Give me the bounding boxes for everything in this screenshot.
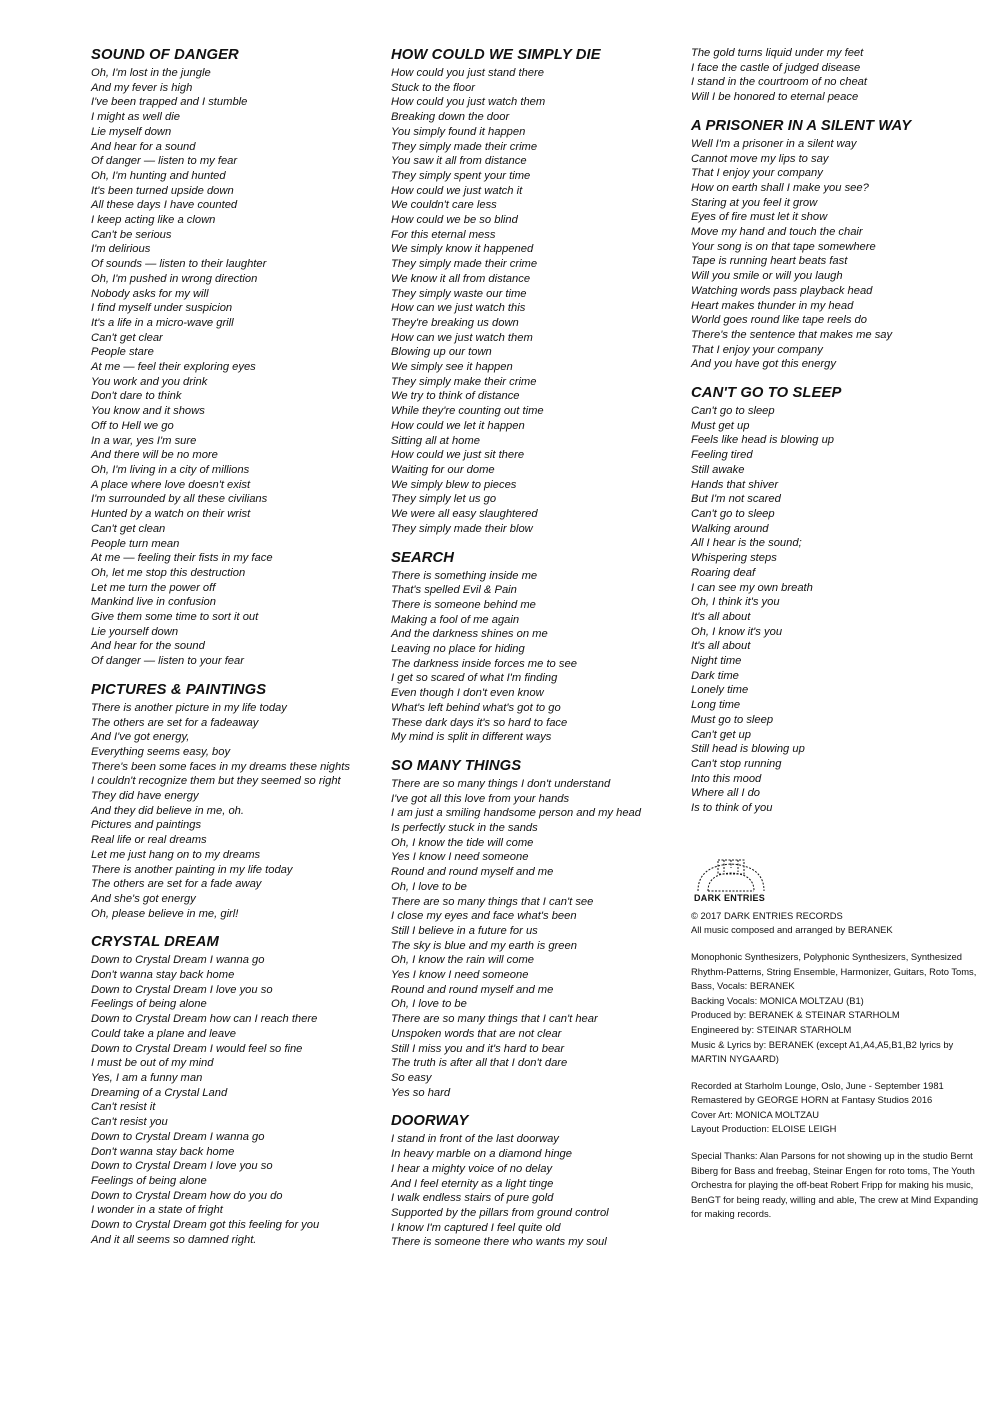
- song-title: SOUND OF DANGER: [91, 47, 239, 63]
- lyric-line: How could we just watch it: [391, 184, 523, 197]
- lyric-line: They simply made their crime: [391, 140, 538, 153]
- lyric-line: Down to Crystal Dream how do you do: [91, 1189, 283, 1202]
- lyric-line: There are so many things that I can't see: [391, 895, 594, 908]
- dark-entries-label: DARK ENTRIES: [694, 892, 766, 903]
- lyric-line: World goes round like tape reels do: [691, 314, 867, 327]
- lyric-line: Lonely time: [691, 684, 749, 697]
- lyric-line: Heart makes thunder in my head: [691, 299, 854, 312]
- lyric-line: How could you just stand there: [391, 67, 544, 79]
- lyric-line: Feelings of being alone: [91, 1174, 207, 1187]
- lyric-line: I couldn't recognize them but they seemed so right: [91, 775, 341, 788]
- lyric-line: I've been trapped and I stumble: [91, 96, 248, 109]
- credit-line: Music & Lyrics by: BERANEK (except A1,A4,A5,B1,B2 lyrics by MARTIN NYGAARD): [691, 1038, 954, 1065]
- lyric-line: I'm delirious: [91, 243, 151, 256]
- lyric-line: The truth is after all that I don't dare: [391, 1057, 568, 1070]
- lyric-line: Unspoken words that are not clear: [391, 1027, 562, 1040]
- lyric-line: Can't get clear: [91, 331, 163, 344]
- lyric-line: It's all about: [691, 640, 751, 653]
- lyric-line: Stuck to the floor: [391, 81, 475, 94]
- lyric-line: Can't resist it: [91, 1101, 156, 1114]
- lyric-line: I stand in front of the last doorway: [391, 1133, 559, 1146]
- lyric-line: So easy: [391, 1072, 432, 1084]
- lyric-line: Feelings of being alone: [91, 998, 207, 1011]
- lyric-line: It's a life in a micro-wave grill: [91, 316, 234, 329]
- lyric-line: Must go to sleep: [691, 713, 774, 726]
- lyric-line: Down to Crystal Dream I wanna go: [91, 1130, 265, 1143]
- lyric-line: There's the sentence that makes me say: [691, 328, 893, 341]
- lyric-line: I've got all this love from your hands: [391, 792, 570, 805]
- lyric-line: For this eternal mess: [391, 228, 496, 241]
- lyric-line: People turn mean: [91, 537, 180, 550]
- lyric-line: The gold turns liquid under my feet: [691, 47, 864, 59]
- lyric-line: Night time: [691, 655, 742, 668]
- lyric-line: Yes I know I need someone: [391, 969, 529, 982]
- lyric-line: They simply made their blow: [391, 522, 533, 535]
- lyric-line: That I enjoy your company: [691, 167, 823, 180]
- credits-group: [691, 1079, 991, 1137]
- song-section: [691, 384, 991, 816]
- lyric-line: Still I believe in a future for us: [391, 924, 538, 937]
- credits-block: [691, 909, 991, 1222]
- lyric-line: Feeling tired: [691, 449, 753, 462]
- lyric-line: Down to Crystal Dream I would feel so fine: [91, 1042, 303, 1055]
- lyric-line: I walk endless stairs of pure gold: [391, 1192, 554, 1205]
- song-section: [391, 46, 681, 537]
- lyric-line: Oh, I know the rain will come: [391, 954, 535, 967]
- lyric-line: Oh, I love to be: [391, 998, 467, 1011]
- song-section: [691, 117, 991, 372]
- lyric-line: A place where love doesn't exist: [91, 478, 251, 491]
- song-title: PICTURES & PAINTINGS: [91, 681, 267, 698]
- lyric-line: We couldn't care less: [391, 199, 497, 212]
- lyric-line: Long time: [691, 699, 741, 712]
- lyric-line: We simply know it happened: [391, 243, 534, 256]
- lyric-line: It's all about: [691, 610, 751, 623]
- lyric-line: Give them some time to sort it out: [91, 611, 259, 624]
- lyric-line: Yes, I am a funny man: [91, 1072, 203, 1084]
- lyric-line: Your song is on that tape somewhere: [691, 240, 876, 253]
- lyric-line: It's been turned upside down: [91, 184, 234, 197]
- lyric-line: Can't resist you: [91, 1116, 168, 1129]
- song-title: DOORWAY: [391, 1113, 469, 1130]
- lyric-line: Lie myself down: [91, 125, 172, 138]
- lyric-line: Can't go to sleep: [691, 405, 775, 418]
- lyric-line: In heavy marble on a diamond hinge: [391, 1148, 572, 1161]
- lyric-line: You work and you drink: [91, 375, 208, 388]
- song-title: CAN'T GO TO SLEEP: [691, 385, 842, 402]
- lyric-line: These dark days it's so hard to face: [391, 716, 568, 729]
- lyric-line: Don't wanna stay back home: [91, 1145, 235, 1158]
- lyric-line: Could take a plane and leave: [91, 1027, 236, 1040]
- lyric-line: Leaving no place for hiding: [391, 643, 525, 656]
- lyric-line: Feels like head is blowing up: [691, 434, 835, 447]
- lyric-line: They simply make their crime: [391, 375, 537, 388]
- lyric-line: Can't get up: [691, 728, 751, 741]
- lyric-line: Walking around: [691, 522, 769, 535]
- song-section: [691, 46, 991, 105]
- credit-line: All music composed and arranged by BERANEK: [691, 924, 893, 936]
- song-title: A PRISONER IN A SILENT WAY: [691, 117, 912, 134]
- lyric-line: Oh, I'm pushed in wrong direction: [91, 272, 258, 285]
- lyric-line: They simply spent your time: [391, 169, 531, 182]
- lyric-line: Pictures and paintings: [91, 819, 202, 832]
- lyric-line: I face the castle of judged disease: [691, 61, 861, 74]
- lyric-line: How could you just watch them: [391, 96, 546, 109]
- lyric-line: Breaking down the door: [391, 111, 510, 124]
- credit-line: Produced by: BERANEK & STEINAR STARHOLM: [691, 1009, 900, 1021]
- lyric-line: That I enjoy your company: [691, 343, 823, 356]
- credit-line: Remastered by GEORGE HORN at Fantasy Studios 2016: [691, 1094, 933, 1106]
- lyric-line: And it all seems so damned right.: [91, 1233, 257, 1246]
- lyric-line: Will you smile or will you laugh: [691, 270, 843, 283]
- lyric-line: Hunted by a watch on their wrist: [91, 508, 251, 521]
- lyric-line: I know I'm captured I feel quite old: [391, 1221, 561, 1234]
- credit-line: Engineered by: STEINAR STARHOLM: [691, 1023, 852, 1035]
- lyric-line: How could we let it happen: [391, 419, 525, 432]
- song-title: SEARCH: [391, 549, 455, 566]
- lyric-line: Hands that shiver: [691, 478, 779, 491]
- lyric-line: Roaring deaf: [691, 566, 756, 579]
- lyric-line: There is another picture in my life today: [91, 701, 287, 714]
- credits-group: [691, 950, 991, 1067]
- dark-entries-logo-icon: [694, 858, 768, 892]
- lyric-line: We simply see it happen: [391, 361, 513, 374]
- song-title: HOW COULD WE SIMPLY DIE: [391, 47, 601, 63]
- lyric-line: Mankind live in confusion: [91, 596, 216, 609]
- lyric-line: The sky is blue and my earth is green: [391, 939, 577, 952]
- lyric-line: Is to think of you: [691, 802, 773, 815]
- lyric-line: Off to Hell we go: [91, 419, 174, 432]
- lyric-line: Yes so hard: [391, 1086, 451, 1099]
- lyric-line: Round and round myself and me: [391, 866, 554, 879]
- lyric-line: Oh, let me stop this destruction: [91, 566, 246, 579]
- lyric-line: All I hear is the sound;: [691, 537, 802, 550]
- credits-group: [691, 1149, 991, 1222]
- lyric-line: They simply made their crime: [391, 258, 538, 271]
- lyric-line: Oh, I know the tide will come: [391, 836, 534, 849]
- lyric-line: Down to Crystal Dream I love you so: [91, 1160, 273, 1173]
- lyric-line: Dark time: [691, 669, 739, 682]
- lyrics-column-1: [91, 46, 381, 1259]
- lyric-line: Oh, please believe in me, girl!: [91, 907, 239, 920]
- lyric-line: The others are set for a fadeaway: [91, 716, 259, 729]
- lyric-line: Of sounds — listen to their laughter: [91, 258, 267, 271]
- lyric-line: There is someone behind me: [391, 598, 536, 611]
- lyric-line: How could we be so blind: [391, 214, 518, 227]
- credit-line: Backing Vocals: MONICA MOLTZAU (B1): [691, 994, 864, 1006]
- lyric-line: I keep acting like a clown: [91, 214, 216, 227]
- lyric-line: And they did believe in me, oh.: [91, 804, 244, 817]
- lyric-line: There is another painting in my life today: [91, 863, 293, 876]
- lyric-line: You know and it shows: [91, 405, 205, 418]
- lyric-line: I close my eyes and face what's been: [391, 910, 577, 923]
- lyric-line: Watching words pass playback head: [691, 284, 873, 297]
- lyric-line: We know it all from distance: [391, 272, 531, 285]
- lyric-line: Oh, I'm living in a city of millions: [91, 463, 250, 476]
- song-title: CRYSTAL DREAM: [91, 934, 219, 951]
- lyric-line: I must be out of my mind: [91, 1057, 214, 1070]
- lyric-line: They're breaking us down: [391, 316, 519, 329]
- lyric-line: Still awake: [691, 463, 745, 476]
- lyric-line: Can't stop running: [691, 757, 782, 770]
- lyric-line: And I've got energy,: [91, 731, 190, 744]
- lyric-line: But I'm not scared: [691, 493, 781, 506]
- lyric-line: And the darkness shines on me: [391, 628, 548, 641]
- credit-line: Special Thanks: Alan Parsons for not showing up in the studio Bernt Biberg for Bass and freebag, Steinar Engen for roto toms, The Youth Orchestra for playing the off-beat Robert Fripp for making his music, BenGT for being ready, willing and able, The crew at Mind Expanding for making records.: [691, 1150, 979, 1220]
- lyric-line: Let me turn the power off: [91, 581, 216, 594]
- lyric-line: How on earth shall I make you see?: [691, 181, 869, 194]
- song-section: [391, 1112, 681, 1250]
- lyric-line: Of danger — listen to your fear: [91, 655, 244, 668]
- song-section: [91, 933, 381, 1247]
- lyric-line: There's been some faces in my dreams these nights: [91, 760, 350, 773]
- lyric-line: Down to Crystal Dream how can I reach there: [91, 1013, 318, 1026]
- lyric-line: Yes I know I need someone: [391, 851, 529, 864]
- lyric-line: Tape is running heart beats fast: [691, 255, 848, 268]
- lyric-line: Will I be honored to eternal peace: [691, 91, 859, 104]
- lyric-line: All these days I have counted: [91, 199, 238, 212]
- credit-line: Layout Production: ELOISE LEIGH: [691, 1123, 837, 1135]
- lyric-line: We try to think of distance: [391, 390, 520, 403]
- lyric-line: And you have got this energy: [691, 358, 836, 371]
- lyric-line: And there will be no more: [91, 449, 218, 462]
- lyric-line: Oh, I'm hunting and hunted: [91, 169, 226, 182]
- lyric-line: In a war, yes I'm sure: [91, 434, 197, 447]
- lyrics-column-3: [691, 46, 991, 1234]
- lyric-line: I find myself under suspicion: [91, 302, 233, 315]
- lyric-line: We simply blew to pieces: [391, 478, 517, 491]
- lyric-line: Don't wanna stay back home: [91, 969, 235, 982]
- lyric-line: Oh, I love to be: [391, 880, 467, 893]
- lyric-line: Supported by the pillars from ground control: [391, 1206, 609, 1219]
- lyric-line: Round and round myself and me: [391, 983, 554, 996]
- song-section: [391, 549, 681, 745]
- lyric-line: Must get up: [691, 419, 750, 432]
- lyric-line: Down to Crystal Dream I love you so: [91, 983, 273, 996]
- song-section: [391, 757, 681, 1100]
- dark-entries-logo: [694, 858, 768, 903]
- lyric-line: How can we just watch this: [391, 302, 526, 315]
- lyric-line: Still head is blowing up: [691, 743, 805, 756]
- lyric-line: Waiting for our dome: [391, 463, 495, 476]
- lyric-line: And hear for a sound: [91, 140, 196, 153]
- lyric-line: Can't get clean: [91, 522, 166, 535]
- credit-line: Recorded at Starholm Lounge, Oslo, June - September 1981: [691, 1079, 944, 1091]
- lyric-line: Even though I don't even know: [391, 687, 544, 700]
- lyric-line: Can't be serious: [91, 228, 172, 241]
- lyric-line: Dreaming of a Crystal Land: [91, 1086, 228, 1099]
- lyric-line: And hear for the sound: [91, 640, 205, 653]
- lyric-line: Real life or real dreams: [91, 834, 207, 847]
- lyric-line: Nobody asks for my will: [91, 287, 209, 300]
- lyric-line: There are so many things that I can't hear: [391, 1013, 598, 1026]
- lyric-line: I'm surrounded by all these civilians: [91, 493, 268, 506]
- lyric-line: Whispering steps: [691, 552, 777, 565]
- lyric-line: There is something inside me: [391, 569, 538, 582]
- lyric-line: At me — feel their exploring eyes: [91, 361, 256, 374]
- lyric-line: You simply found it happen: [391, 125, 526, 138]
- lyric-line: Can't go to sleep: [691, 507, 775, 520]
- lyric-line: Oh, I'm lost in the jungle: [91, 67, 211, 79]
- credit-line: Monophonic Synthesizers, Polyphonic Synthesizers, Synthesized Rhythm-Patterns, String Ensemble, Harmonizer, Guitars, Roto Toms, Bass, Vocals: BERANEK: [691, 950, 977, 992]
- lyric-line: I get so scared of what I'm finding: [391, 672, 558, 685]
- song-title: SO MANY THINGS: [391, 757, 522, 774]
- lyric-line: Is perfectly stuck in the sands: [391, 822, 538, 835]
- lyric-line: Lie yourself down: [91, 625, 179, 638]
- lyric-line: I stand in the courtroom of no cheat: [691, 76, 867, 89]
- lyric-line: Down to Crystal Dream I wanna go: [91, 954, 265, 967]
- lyric-line: People stare: [91, 346, 154, 359]
- lyric-line: At me — feeling their fists in my face: [91, 552, 273, 565]
- lyric-line: Making a fool of me again: [391, 613, 520, 626]
- lyric-line: I hear a mighty voice of no delay: [391, 1162, 553, 1175]
- lyric-line: That's spelled Evil & Pain: [391, 584, 517, 597]
- lyric-line: How can we just watch them: [391, 331, 533, 344]
- lyric-line: I am just a smiling handsome person and my head: [391, 807, 641, 820]
- lyric-line: While they're counting out time: [391, 405, 544, 418]
- lyric-line: Don't dare to think: [91, 390, 182, 403]
- lyric-line: They simply waste our time: [391, 287, 527, 300]
- lyric-line: Eyes of fire must let it show: [691, 211, 828, 224]
- lyric-line: The others are set for a fade away: [91, 878, 262, 891]
- lyric-line: Still I miss you and it's hard to bear: [391, 1042, 565, 1055]
- lyric-line: We were all easy slaughtered: [391, 508, 538, 521]
- lyrics-column-2: [391, 46, 681, 1262]
- lyric-line: And she's got energy: [91, 892, 196, 905]
- lyric-line: Let me just hang on to my dreams: [91, 848, 261, 861]
- lyric-line: Into this mood: [691, 772, 762, 785]
- lyric-line: You saw it all from distance: [391, 155, 527, 168]
- lyric-line: I wonder in a state of fright: [91, 1204, 223, 1217]
- lyric-line: Blowing up our town: [391, 346, 492, 359]
- lyric-line: There is someone there who wants my soul: [391, 1236, 607, 1249]
- lyric-line: Move my hand and touch the chair: [691, 226, 863, 239]
- lyric-line: Everything seems easy, boy: [91, 745, 231, 758]
- lyric-line: Where all I do: [691, 787, 761, 800]
- credit-line: Cover Art: MONICA MOLTZAU: [691, 1108, 819, 1120]
- lyric-line: Down to Crystal Dream got this feeling for you: [91, 1219, 320, 1232]
- lyric-line: What's left behind what's got to go: [391, 701, 561, 714]
- lyric-line: Of danger — listen to my fear: [91, 155, 238, 168]
- lyric-line: Oh, I think it's you: [691, 596, 780, 609]
- lyric-line: Oh, I know it's you: [691, 625, 783, 638]
- lyric-line: Well I'm a prisoner in a silent way: [691, 137, 857, 150]
- song-section: [91, 46, 381, 669]
- lyric-line: Sitting all at home: [391, 434, 480, 447]
- credits-group: [691, 909, 991, 938]
- lyric-line: And I feel eternity as a light tinge: [391, 1177, 554, 1190]
- lyric-line: The darkness inside forces me to see: [391, 657, 577, 670]
- credit-line: © 2017 DARK ENTRIES RECORDS: [691, 909, 843, 921]
- lyric-line: And my fever is high: [91, 81, 193, 94]
- lyric-line: They did have energy: [91, 790, 199, 803]
- lyric-line: My mind is split in different ways: [391, 731, 552, 744]
- lyric-line: I might as well die: [91, 111, 180, 124]
- lyric-line: There are so many things I don't understand: [391, 777, 611, 790]
- song-section: [91, 681, 381, 922]
- lyric-line: How could we just sit there: [391, 449, 525, 462]
- lyric-line: They simply let us go: [391, 493, 497, 506]
- lyric-line: I can see my own breath: [691, 581, 813, 594]
- lyric-line: Staring at you feel it grow: [691, 196, 818, 209]
- lyric-line: Cannot move my lips to say: [691, 152, 829, 165]
